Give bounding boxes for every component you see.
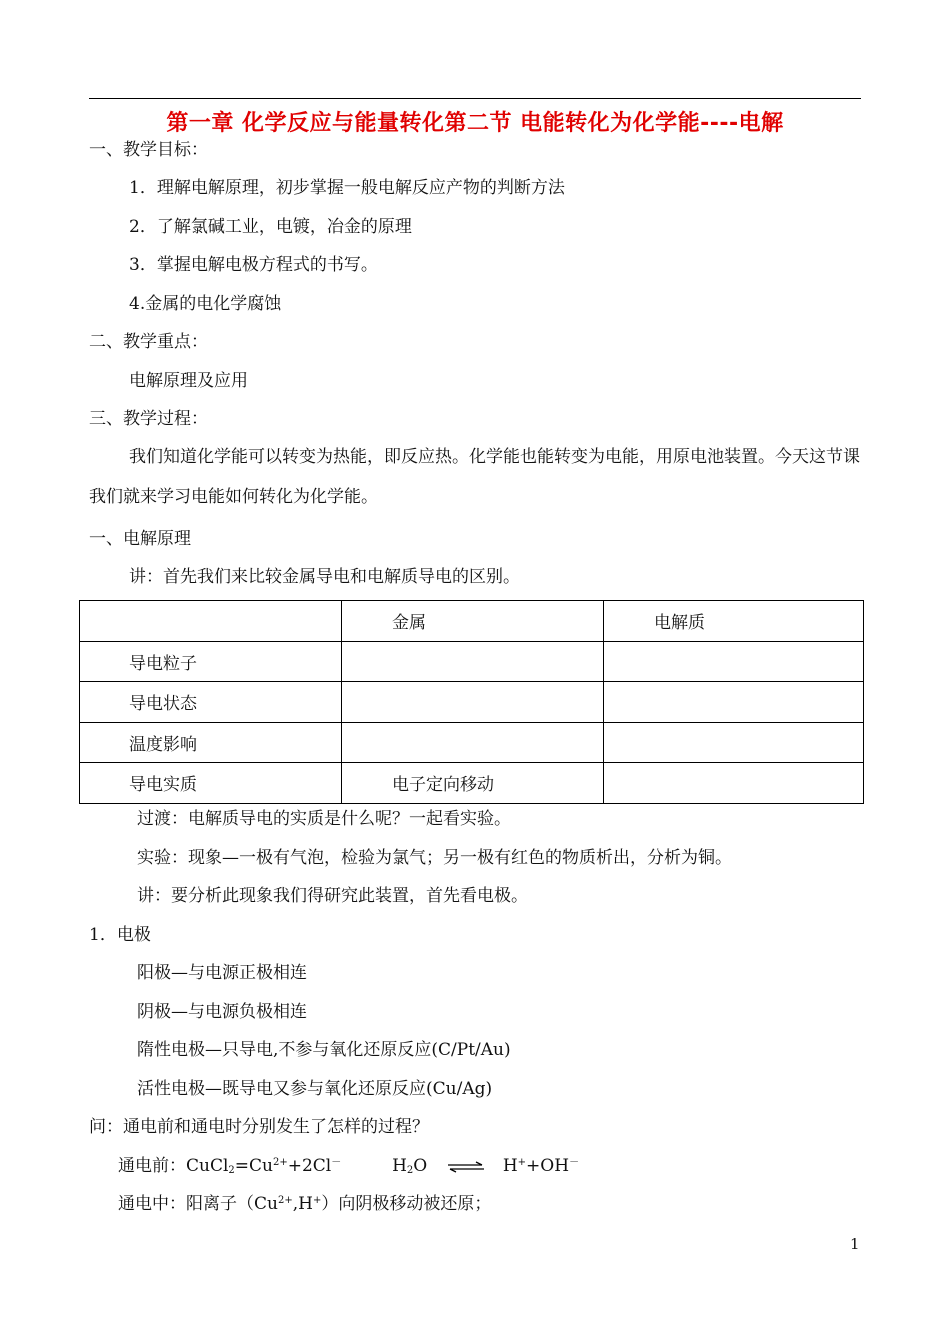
superscript: 2+ <box>277 1195 293 1206</box>
goal-item: 2．了解氯碱工业，电镀，冶金的原理 <box>129 217 412 237</box>
table-cell: 导电粒子 <box>80 641 342 682</box>
table-header-cell: 电解质 <box>604 601 864 642</box>
electrode-item: 隋性电极—只导电,不参与氧化还原反应(C/Pt/Au) <box>137 1040 511 1060</box>
electrode-item: 阳极—与电源正极相连 <box>137 963 307 983</box>
section-heading-goals: 一、教学目标： <box>89 140 208 160</box>
table-cell <box>342 682 604 723</box>
goal-item: 1．理解电解原理，初步掌握一般电解反应产物的判断方法 <box>129 178 565 198</box>
equilibrium-arrow-icon <box>446 1161 486 1173</box>
formula: O <box>413 1156 428 1176</box>
table-cell <box>604 641 864 682</box>
equation-during <box>118 1193 491 1215</box>
header-rule <box>89 98 861 99</box>
subsection-heading: 一、电解原理 <box>89 529 191 549</box>
question-text: 问：通电前和通电时分别发生了怎样的过程？ <box>89 1117 429 1137</box>
electrode-item: 活性电极—既导电又参与氧化还原反应(Cu/Ag) <box>137 1079 493 1099</box>
table-row <box>80 682 864 723</box>
table-cell: 电子定向移动 <box>342 763 604 804</box>
formula: +2Cl <box>287 1156 332 1176</box>
table-header-cell <box>80 601 342 642</box>
lecture-text: 讲：首先我们来比较金属导电和电解质导电的区别。 <box>129 567 520 587</box>
superscript: － <box>331 1157 342 1168</box>
formula: +OH <box>526 1156 570 1176</box>
table-cell <box>342 722 604 763</box>
equation-before <box>118 1155 579 1177</box>
table-cell: 导电实质 <box>80 763 342 804</box>
table-cell <box>604 763 864 804</box>
superscript: + <box>312 1195 322 1206</box>
electrode-heading: 1．电极 <box>89 925 151 945</box>
formula: 通电中：阳离子（Cu <box>118 1194 278 1214</box>
equation-label: 通电前： <box>118 1156 186 1176</box>
superscript: － <box>569 1157 580 1168</box>
table-header-cell: 金属 <box>342 601 604 642</box>
formula: H <box>502 1156 518 1176</box>
table-header-row <box>80 601 864 642</box>
page-title: 第一章 化学反应与能量转化第二节 电能转化为化学能----电解 <box>166 111 784 136</box>
comparison-table <box>79 600 864 804</box>
page-number: 1 <box>850 1235 860 1253</box>
superscript: + <box>517 1157 527 1168</box>
table-cell: 导电状态 <box>80 682 342 723</box>
section-heading-process: 三、教学过程： <box>89 409 208 429</box>
superscript: 2+ <box>272 1157 288 1168</box>
goal-item: 4.金属的电化学腐蚀 <box>129 294 282 314</box>
lecture-text: 讲：要分析此现象我们得研究此装置，首先看电极。 <box>137 886 528 906</box>
subscript: 2 <box>228 1165 235 1176</box>
table-cell <box>604 722 864 763</box>
intro-paragraph: 我们知道化学能可以转变为热能，即反应热。化学能也能转变为电能，用原电池装置。今天这节课我们就来学习电能如何转化为化学能。 <box>89 447 860 507</box>
formula: ,H <box>292 1194 313 1214</box>
electrode-item: 阴极—与电源负极相连 <box>137 1002 307 1022</box>
table-row <box>80 722 864 763</box>
subscript: 2 <box>406 1165 414 1176</box>
table-cell <box>604 682 864 723</box>
formula: ）向阴极移动被还原； <box>321 1194 492 1214</box>
key-point: 电解原理及应用 <box>129 371 248 391</box>
formula: CuCl <box>186 1156 229 1176</box>
experiment-text: 实验：现象—一极有气泡，检验为氯气；另一极有红色的物质析出，分析为铜。 <box>137 848 732 868</box>
transition-text: 过渡：电解质导电的实质是什么呢？一起看实验。 <box>137 809 511 829</box>
formula: =Cu <box>234 1156 273 1176</box>
formula: H <box>392 1156 407 1176</box>
table-row <box>80 763 864 804</box>
table-cell: 温度影响 <box>80 722 342 763</box>
table-row <box>80 641 864 682</box>
table-cell <box>342 641 604 682</box>
section-heading-key: 二、教学重点： <box>89 332 208 352</box>
goal-item: 3．掌握电解电极方程式的书写。 <box>129 255 378 275</box>
